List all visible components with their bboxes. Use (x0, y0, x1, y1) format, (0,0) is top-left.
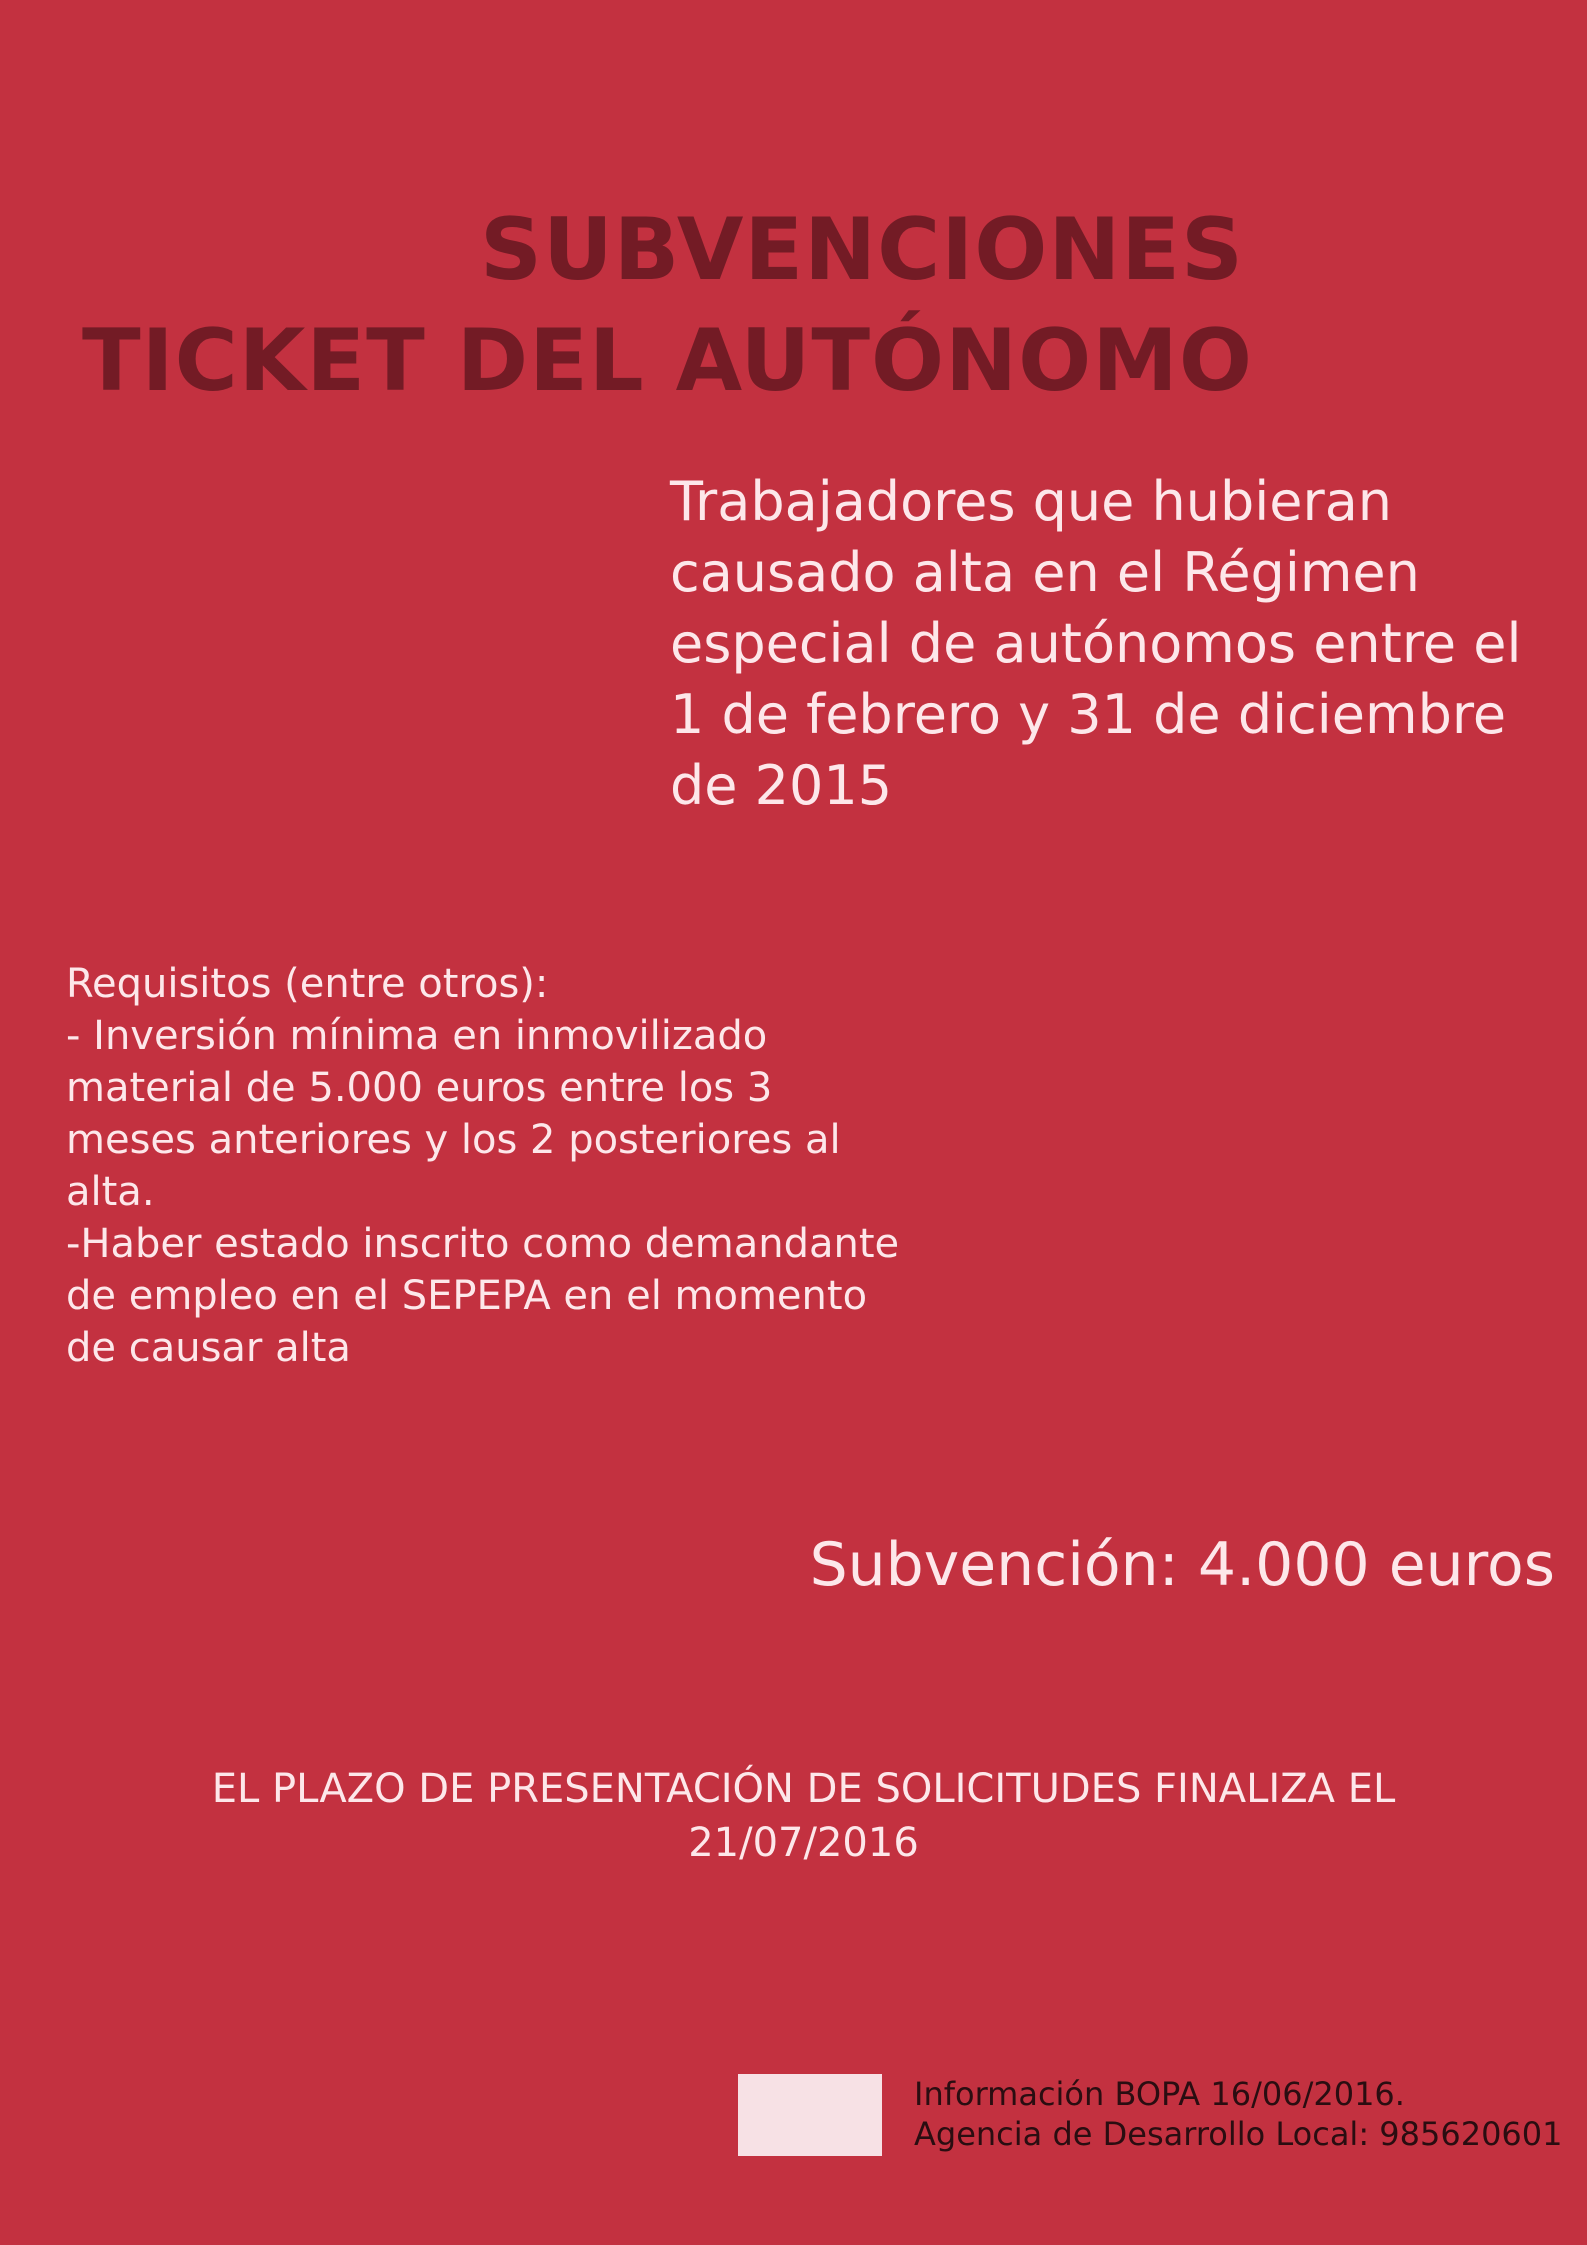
requirements-block (66, 958, 946, 1374)
requirements-line: - Inversión mínima en inmovilizado (66, 1013, 768, 1059)
subsidy-amount: Subvención: 4.000 euros (809, 1530, 1555, 1600)
requirements-heading: Requisitos (entre otros): (66, 961, 549, 1007)
deadline-date: 21/07/2016 (688, 1820, 919, 1866)
footer-info (914, 2074, 1563, 2154)
title-line-subvenciones: SUBVENCIONES (480, 200, 1244, 300)
intro-line: de 2015 (670, 754, 893, 817)
deadline-line: EL PLAZO DE PRESENTACIÓN DE SOLICITUDES FINALIZA EL (211, 1766, 1396, 1812)
requirements-line: material de 5.000 euros entre los 3 (66, 1065, 773, 1111)
intro-line: Trabajadores que hubieran (670, 470, 1393, 533)
requirements-line: -Haber estado inscrito como demandante (66, 1221, 900, 1267)
requirements-line: alta. (66, 1169, 155, 1215)
intro-line: causado alta en el Régimen (670, 541, 1420, 604)
footer-source: Información BOPA 16/06/2016. (914, 2075, 1405, 2113)
footer-contact: Agencia de Desarrollo Local: 985620601 (914, 2115, 1563, 2153)
intro-paragraph (670, 466, 1550, 821)
intro-line: 1 de febrero y 31 de diciembre (670, 683, 1507, 746)
intro-line: especial de autónomos entre el (670, 612, 1522, 675)
requirements-line: de causar alta (66, 1325, 351, 1371)
deadline-notice (0, 1762, 1587, 1870)
footer-logo-placeholder (738, 2074, 882, 2156)
title-line-ticket-autonomo: TICKET DEL AUTÓNOMO (82, 311, 1253, 411)
requirements-line: de empleo en el SEPEPA en el momento (66, 1273, 868, 1319)
requirements-line: meses anteriores y los 2 posteriores al (66, 1117, 841, 1163)
